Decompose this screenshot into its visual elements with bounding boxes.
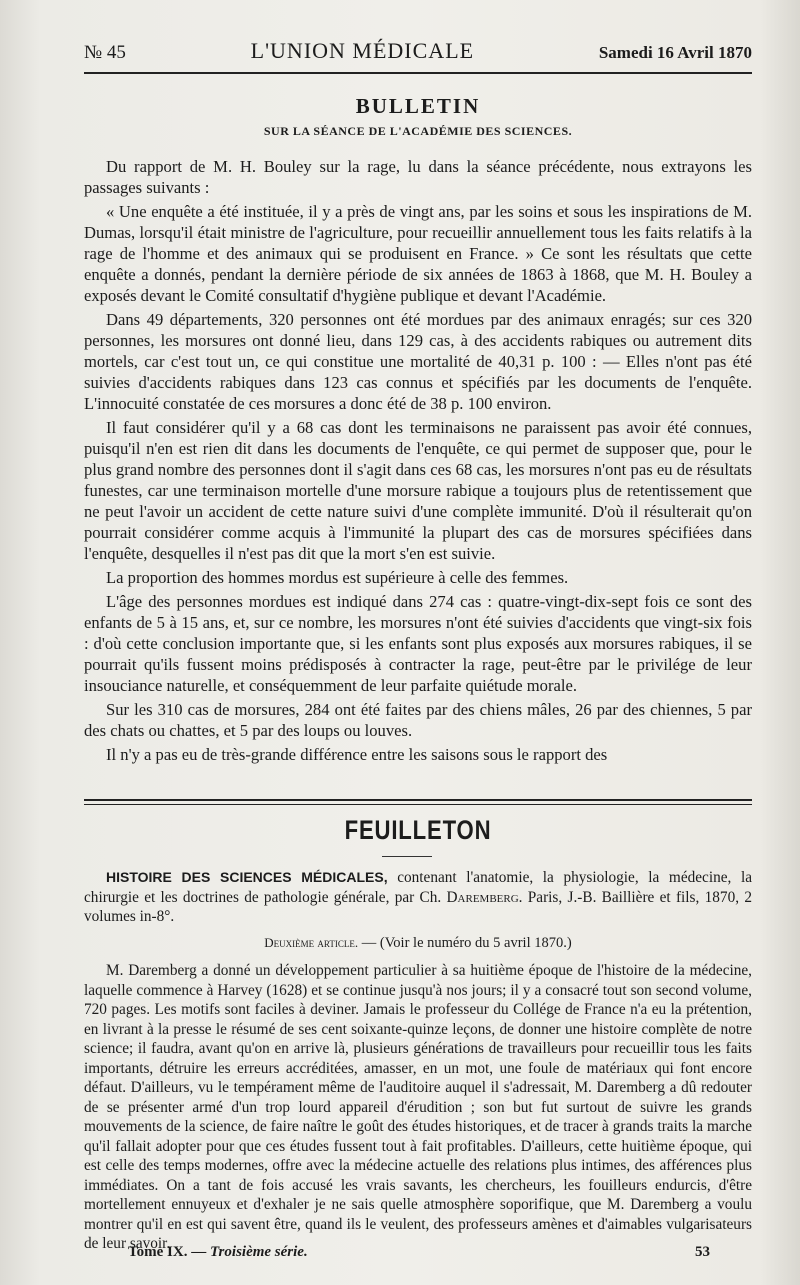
page-footer	[84, 1244, 752, 1261]
feuilleton-paragraph: M. Daremberg a donné un développement particulier à sa huitième époque de l'histoire de la médecine, laquelle commence à Harvey (1628) et se continue jusqu'à nos jours; il y a consacré tout son second volume, 720 pages. Les motifs sont faciles à deviner. Jamais le professeur du Collége de France n'a eu la prétention, en livrant à la presse le résumé de ses cent soixante-quinze leçons, de donner une histoire complète de notre science; il faudra, avant qu'on en arrive là, plusieurs générations de travailleurs pour recueillir tous les faits importants, détruire les erreurs accréditées, amasser, en un mot, une foule de matériaux qui font encore défaut. D'ailleurs, vu le tempérament même de l'auditoire auquel il s'adressait, M. Daremberg a dû redouter de se présenter armé d'un trop lourd appareil d'érudition ; son but fut surtout de suivre les grands mouvements de la science, de faire naître le goût des études historiques, et de tracer à grands traits la marche qu'il fallait adopter pour que ces études fussent tout à fait profitables. D'ailleurs, cette huitième époque, qui est celle des temps modernes, offre avec la médecine actuelle des relations plus intimes, des afférences plus immédiates. On a tant de fois accusé les vrais savants, les chercheurs, les fouilleurs endurcis, d'être mortellement ennuyeux et d'exhaler je ne sais quelle atmosphère soporifique, que M. Daremberg a voulu montrer qu'il en est qui savent être, quand ils le veulent, des professeurs amènes et d'aimables vulgarisateurs de leur savoir.	[84, 962, 752, 1252]
page-number: 53	[695, 1244, 710, 1260]
bulletin-title: BULLETIN	[355, 94, 481, 118]
book-heading: HISTOIRE DES SCIENCES MÉDICALES,	[106, 869, 388, 885]
bulletin-paragraph: « Une enquête a été instituée, il y a près de vingt ans, par les soins et sous les inspirations de M. Dumas, lorsqu'il était ministre de l'agriculture, pour recueillir annuellement tous les faits relatifs à la rage de l'homme et des animaux qui se produisent en France. » Ce sont les résultats que cette enquête a donnés, pendant la dernière période de six années de 1863 à 1868, que M. H. Bouley a exposés devant le Comité consultatif d'hygiène publique et devant l'Académie.	[84, 202, 752, 305]
bulletin-paragraph: Sur les 310 cas de morsures, 284 ont été faites par des chiens mâles, 26 par des chiennes, 5 par des chats ou chattes, et 5 par des loups ou louves.	[84, 700, 752, 740]
bulletin-paragraph: La proportion des hommes mordus est supérieure à celle des femmes.	[106, 568, 569, 587]
bulletin-body	[84, 156, 752, 765]
book-description: contenant l'anatomie, la physiologie, la médecine, la chirurgie et les doctrines de pathologie générale, par Ch.	[84, 869, 752, 906]
series-label: Troisième série.	[209, 1244, 308, 1260]
section-divider	[84, 799, 752, 805]
feuilleton-title: FEUILLETON	[344, 815, 492, 845]
title-dash	[382, 856, 432, 857]
bulletin-paragraph: Il n'y a pas eu de très-grande différence entre les saisons sous le rapport des	[106, 745, 608, 764]
bulletin-paragraph: Dans 49 départements, 320 personnes ont été mordues par des animaux enragés; sur ces 320 personnes, les morsures ont donné lieu, dans 129 cas, à des accidents rabiques ou autrement dits mortels, car c'est tout un, ce qui constitue une mortalité de 40,31 p. 100 : — Elles n'ont pas été suivies d'accidents rabiques dans 123 cas connus et spécifiés par les documents de l'enquête. L'innocuité constatée de ces morsures a donc été de 38 p. 100 environ.	[84, 310, 752, 413]
bulletin-paragraph: L'âge des personnes mordues est indiqué dans 274 cas : quatre-vingt-dix-sept fois ce sont des enfants de 5 à 15 ans, et, sur ce nombre, les morsures n'ont été suivies d'accidents que vingt-six fois : d'où cette conclusion importante que, si les enfants sont plus exposés aux morsures rabiques, il se pourrait qu'ils fussent moins prédisposés à contracter la rage, peut-être par le privilége de leur insouciance naturelle, et conséquemment de leur parfaite quiétude morale.	[84, 592, 752, 695]
issue-date: Samedi 16 Avril 1870	[598, 43, 752, 62]
bulletin-subtitle: SUR LA SÉANCE DE L'ACADÉMIE DES SCIENCES.	[263, 124, 573, 138]
issue-number: № 45	[84, 42, 126, 63]
feuilleton-body	[84, 868, 752, 1254]
journal-title: L'UNION MÉDICALE	[250, 38, 475, 63]
article-line	[84, 933, 752, 954]
masthead	[84, 38, 752, 68]
book-reference	[84, 868, 752, 927]
article-label: Deuxième article.	[264, 934, 359, 950]
tome-label	[84, 1244, 308, 1261]
article-reference: — (Voir le numéro du 5 avril 1870.)	[361, 934, 572, 951]
book-author: Daremberg	[446, 888, 519, 906]
tome-number: Tome IX. —	[128, 1244, 207, 1260]
book-publisher: . Paris, J.-B. Baillière et fils, 1870, 2 volumes in-8°.	[84, 888, 752, 925]
masthead-rule	[84, 72, 752, 74]
bulletin-paragraph: Il faut considérer qu'il y a 68 cas dont les terminaisons ne paraissent pas avoir été connues, puisqu'il n'en est rien dit dans les documents de l'enquête, ce qui permet de supposer que, pour le plus grand nombre des personnes dont il s'agit dans ces 68 cas, les morsures n'ont pas eu de résultats funestes, car une terminaison mortelle d'une morsure rabique a toujours plus de retentissement que ne peut l'avoir un accident de cette nature suivi d'une complète immunité. D'où il résulterait qu'on pourrait considérer comme acquis à l'immunité la plupart des cas de morsures spécifiées dans l'enquête, desquelles il n'est pas dit que la mort s'en est suivie.	[84, 418, 752, 563]
bulletin-paragraph: Du rapport de M. H. Bouley sur la rage, lu dans la séance précédente, nous extrayons les passages suivants :	[84, 157, 752, 197]
